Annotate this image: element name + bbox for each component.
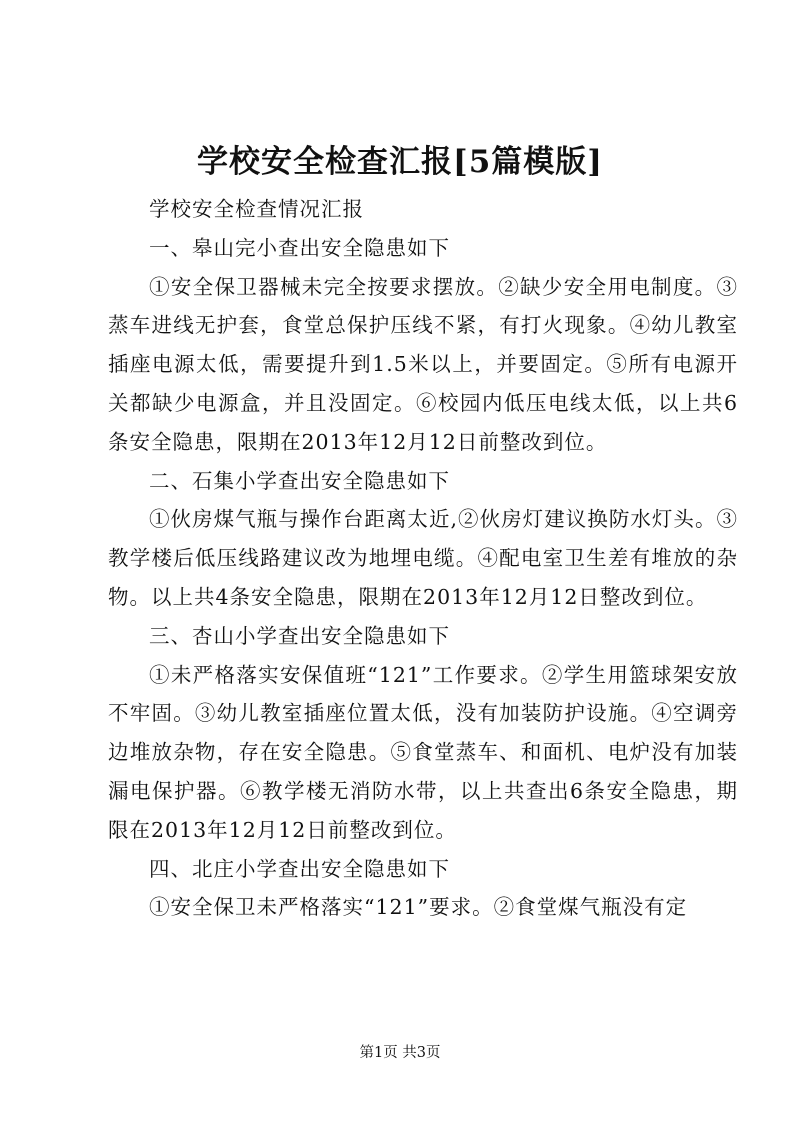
section-heading-1: 一、皋山完小查出安全隐患如下 [149,235,450,260]
paragraph-section-2: ①伙房煤气瓶与操作台距离太近,②伙房灯建议换防水灯头。③教学楼后低压线路建议改为地埋电缆。④配电室卫生差有堆放的杂物。以上共4条安全隐患，限期在2013年12月12日整改到位。 [108,507,738,609]
document-body [108,190,738,927]
paragraph-subtitle: 学校安全检查情况汇报 [149,197,364,221]
paragraph-section-4: ①安全保卫未严格落实“121”要求。②食堂煤气瓶没有定 [149,895,688,920]
paragraph-section-3: ①未严格落实安保值班“121”工作要求。②学生用篮球架安放不牢固。③幼儿教室插座位置太低，没有加装防护设施。④空调旁边堆放杂物，存在安全隐患。⑤食堂蒸车、和面机、电炉没有加装漏电保护器。⑥教学楼无消防水带，以上共查出6条安全隐患，期限在2013年12月12日前整改到位。 [108,662,738,842]
section-heading-3: 三、杏山小学查出安全隐患如下 [149,623,450,648]
document-title: 学校安全检查汇报[5篇模版] [197,144,603,180]
section-heading-2: 二、石集小学查出安全隐患如下 [149,468,450,493]
page-footer: 第1页 共3页 [359,1045,441,1061]
section-heading-4: 四、北庄小学查出安全隐患如下 [149,856,450,881]
paragraph-section-1: ①安全保卫器械未完全按要求摆放。②缺少安全用电制度。③蒸车进线无护套，食堂总保护压线不紧，有打火现象。④幼儿教室插座电源太低，需要提升到1.5米以上，并要固定。⑤所有电源开关都缺少电源盒，并且没固定。⑥校园内低压电线太低，以上共6条安全隐患，限期在2013年12月12日前整改到位。 [108,274,738,454]
